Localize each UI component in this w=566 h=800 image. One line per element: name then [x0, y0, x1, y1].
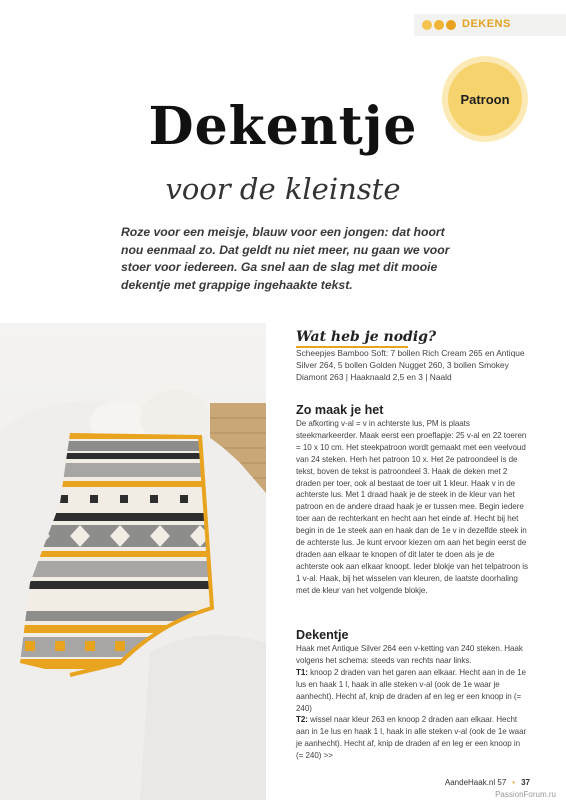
page-footer [445, 778, 530, 787]
watermark: PassionForum.ru [495, 790, 556, 799]
pattern-badge: Patroon [448, 62, 522, 136]
intro-text: Roze voor een meisje, blauw voor een jongen: dat hoort nou eenmaal zo. Dat geldt nu niet meer, nu gaan we voor stoer voor iedereen. Ga snel aan de slag met dit mooie dekentje met grappige ingehaakte tekst. [121, 225, 450, 292]
materials-text: Scheepjes Bamboo Soft: 7 bollen Rich Cream 265 en Antique Silver 264, 5 bollen Golden Nugget 260, 3 bollen Smokey Diamont 263 | Haaknaald 2,5 en 3 | Naald [296, 348, 525, 383]
row-1-text: knoop 2 draden van het garen aan elkaar. Hecht aan in de 1e lus en haak 1 l, haak in alle steken v-al (ook de 1e waar je aanhecht). Hecht af, knip de draden af en leg er een knoop in (= 240) [296, 667, 526, 713]
blanket-instructions [296, 643, 528, 762]
tag-dots-icon [422, 20, 456, 30]
how-text: De afkorting v-al = v in achterste lus, PM is plaats steekmarkeerder. Maak eerst een proeflapje: 25 v-al en 22 toeren = 10 x 10 cm. Het steekpatroon wordt gemaakt met een veelvoud van 24 steken. Herh het patroon 10 x. Het 2e patroondeel is de tekst, boven de tekst is patroondeel 3. Haak de deken met 2 draden per toer, ook al bestaat de toer uit 1 kleur. Haak v in de achterste lus. Met 1 draad haak je de steek in de kleur van het patroon en de andere draad haak je er tussen mee. Begin iedere toer aan de rechterkant en hecht aan het einde af. Hecht bij het begin in de 1e steek aan en haak dan de 1e v in dezelfde steek in de achterste lus. Je kunt ervoor kiezen om aan het begin eerst de draden aan elkaar te knopen of dit later te doen als je de achterste ook aan elkaar knoopt. Ieder blokje van het telpatroon is 1 v-al. Haak, bij het wisselen van kleuren, de laatste doorhaling met de kleur van het volgende blokje. [296, 419, 528, 595]
row-2 [296, 714, 528, 762]
footer-site: AandeHaak.nl 57 [444, 778, 507, 787]
row-1 [296, 667, 528, 715]
row-1-label: T1: [296, 667, 308, 677]
blanket-heading: Dekentje [296, 628, 349, 642]
section-tag [414, 14, 566, 36]
footer-dot-icon: • [512, 778, 516, 787]
page-number: 37 [521, 778, 530, 787]
section-tag-label: DEKENS [462, 18, 511, 30]
blanket-intro: Haak met Antique Silver 264 een v-ketting van 240 steken. Haak volgens het schema: steeds van rechts naar links. [296, 644, 523, 665]
page-title: Dekentje [148, 96, 418, 157]
blanket-photo [0, 323, 266, 800]
row-2-label: T2: [296, 715, 308, 725]
row-2-text: wissel naar kleur 263 en knoop 2 draden aan elkaar. Hecht aan in 1e lus en haak 1 l, haak in alle steken v-al (ook de 1e waar je aanhecht). Hecht af, knip de draden af en leg er een knoop in (= 240) >> [296, 715, 527, 761]
blanket-photo-illustration [0, 323, 266, 800]
materials-heading: Wat heb je nodig? [296, 329, 528, 348]
page-subtitle: voor de kleinste [165, 172, 401, 206]
how-heading: Zo maak je het [296, 403, 384, 417]
